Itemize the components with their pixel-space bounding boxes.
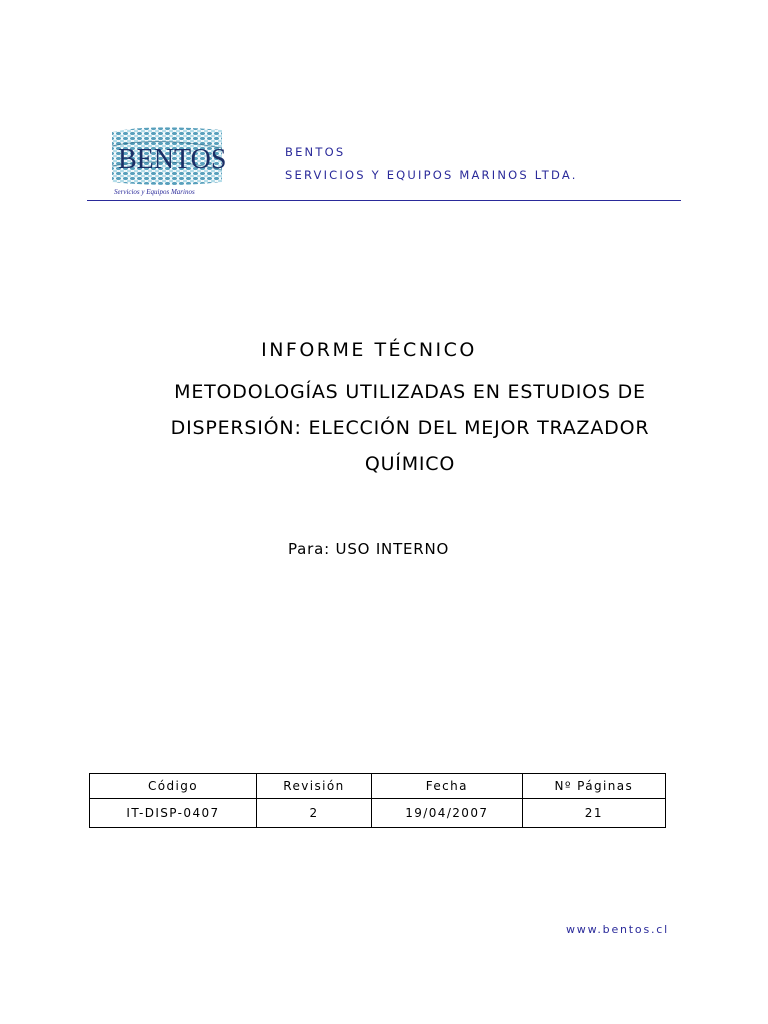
report-title-line-2: DISPERSIÓN: ELECCIÓN DEL MEJOR TRAZADOR — [170, 417, 650, 439]
value-revision: 2 — [256, 799, 371, 828]
header-paginas: Nº Páginas — [522, 774, 665, 799]
company-logo — [108, 126, 226, 198]
document-metadata-table — [89, 773, 666, 828]
report-audience: Para: USO INTERNO — [288, 540, 450, 558]
header-fecha: Fecha — [371, 774, 522, 799]
bentos-logo-graphic — [108, 126, 226, 198]
logo-wordmark: BENTOS — [118, 144, 226, 175]
value-paginas: 21 — [522, 799, 665, 828]
report-title-line-1: METODOLOGÍAS UTILIZADAS EN ESTUDIOS DE — [174, 381, 646, 403]
header-codigo: Código — [90, 774, 257, 799]
company-header — [285, 141, 578, 187]
report-type: INFORME TÉCNICO — [261, 339, 477, 361]
header-divider — [87, 200, 681, 201]
report-title-block — [100, 336, 720, 482]
table-row — [90, 799, 666, 828]
report-title-line-3: QUÍMICO — [364, 453, 456, 475]
website-link[interactable]: www.bentos.cl — [566, 923, 669, 936]
value-codigo: IT-DISP-0407 — [90, 799, 257, 828]
company-subtitle: SERVICIOS Y EQUIPOS MARINOS LTDA. — [285, 168, 578, 182]
company-name: BENTOS — [285, 145, 346, 159]
logo-tagline: Servicios y Equipos Marinos — [114, 188, 195, 196]
header-revision: Revisión — [256, 774, 371, 799]
table-header-row — [90, 774, 666, 799]
value-fecha: 19/04/2007 — [371, 799, 522, 828]
